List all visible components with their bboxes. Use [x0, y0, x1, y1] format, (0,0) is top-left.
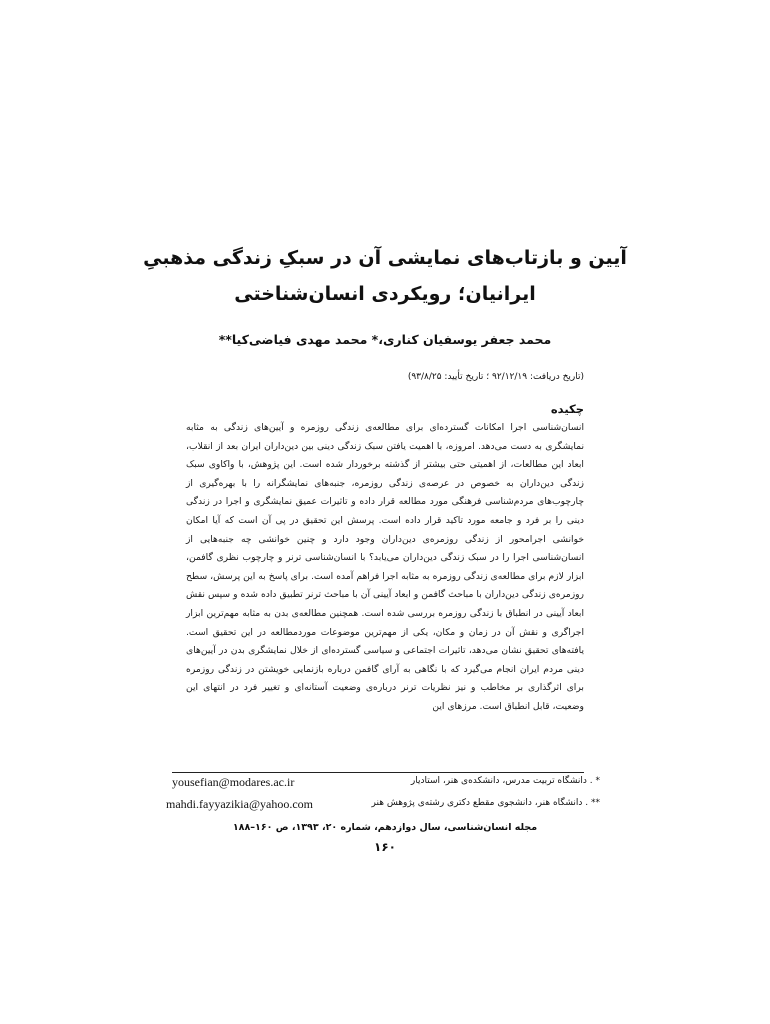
- abstract-text: انسان‌شناسی اجرا امکانات گسترده‌ای برای مطالعه‌ی زندگی روزمره و آیین‌های زندگی به مثابه نمایشگری به دست می‌دهد. امروزه، با اهمیت یافتن سبک زندگی دینی بین دین‌داران ایران بعد از انقلاب، ابعاد این مطالعات، از اهمیتی حتی بیشتر از گذشته برخوردار شده است. این پژوهش، با واکاوی سبک زندگی دین‌داران به خصوص در عرصه‌ی زندگی روزمره، جنبه‌های نمایشگرانه را با بهره‌گیری از چارچوب‌های مردم‌شناسی فرهنگی مورد مطالعه قرار داده و تاثیرات عمیق نمایشگری و اجرا در زندگی دینی را بر فرد و جامعه مورد تاکید قرار داده است. پرسش این تحقیق در پی آن است که آیا امکان خوانشی اجرامحور از زندگی روزمره‌ی دین‌داران وجود دارد و چنین خوانشی چه جنبه‌هایی از انسان‌شناسی اجرا را در سبک زندگی دین‌داران می‌یابد؟ با انسان‌شناسی ترنر و چارچوب نظری گافمن، ابزار لازم برای مطالعه‌ی زندگی روزمره به مثابه اجرا فراهم آمده است. برای پاسخ به این پرسش، سطح روزمره‌ی زندگی دین‌داران با مباحث گافمن و ابعاد آیینی آن با مباحث ترنر تطبیق داده شده و سپس نقش ابعاد آیینی در انطباق با زندگی روزمره بررسی شده است. همچنین مطالعه‌ی بدن به مثابه مهم‌ترین ابزار اجراگری و نقش آن در زمان و مکان، یکی از مهم‌ترین موضوعات موردمطالعه در این تحقیق است. یافته‌های تحقیق نشان می‌دهد، تاثیرات اجتماعی و سیاسی گسترده‌ای از خلال نمایشگری بدن در آیین‌های دینی مردم ایران انجام می‌گیرد که با نگاهی به آرای گافمن درباره بازنمایی خویشتن در زندگی روزمره برای اثرگذاری بر مخاطب و نیز نظریات ترنر درباره‌ی وضعیت آستانه‌ای و تغییر فرد در انتهای این وضعیت، قابل انطباق است. مرزهای این: [186, 422, 584, 712]
- footnote-1-email: yousefian@modares.ac.ir: [172, 775, 295, 789]
- footnote-1-text: * . دانشگاه تربیت مدرس، دانشکده‌ی هنر، استادیار: [410, 776, 600, 786]
- footnote-divider: [172, 772, 584, 773]
- footnote-2-email: mahdi.fayyazikia@yahoo.com: [166, 797, 313, 811]
- page-number: ۱۶۰: [374, 840, 396, 854]
- footnote-1: [172, 776, 600, 792]
- authors-line: محمد جعفر یوسفیان کناری،* محمد مهدی فیاضی‌کیا**: [218, 332, 552, 347]
- journal-citation: مجله انسان‌شناسی، سال دوازدهم، شماره ۲۰، ۱۳۹۳، ص ۱۶۰–۱۸۸: [232, 822, 538, 833]
- article-title: آیین و بازتاب‌های نمایشی آن در سبکِ زندگی مذهبیِ ایرانیان؛ رویکردی انسان‌شناختی: [143, 247, 627, 305]
- received-accepted-dates: (تاریخ دریافت: ۹۲/۱۲/۱۹ ؛ تاریخ تأیید: ۹۳/۸/۲۵): [407, 372, 584, 382]
- abstract-heading: چکیده: [550, 402, 584, 416]
- footnote-2: [166, 797, 600, 814]
- footnote-2-text: ** . دانشگاه هنر، دانشجوی مقطع دکتری رشته‌ی پژوهش هنر: [371, 798, 600, 808]
